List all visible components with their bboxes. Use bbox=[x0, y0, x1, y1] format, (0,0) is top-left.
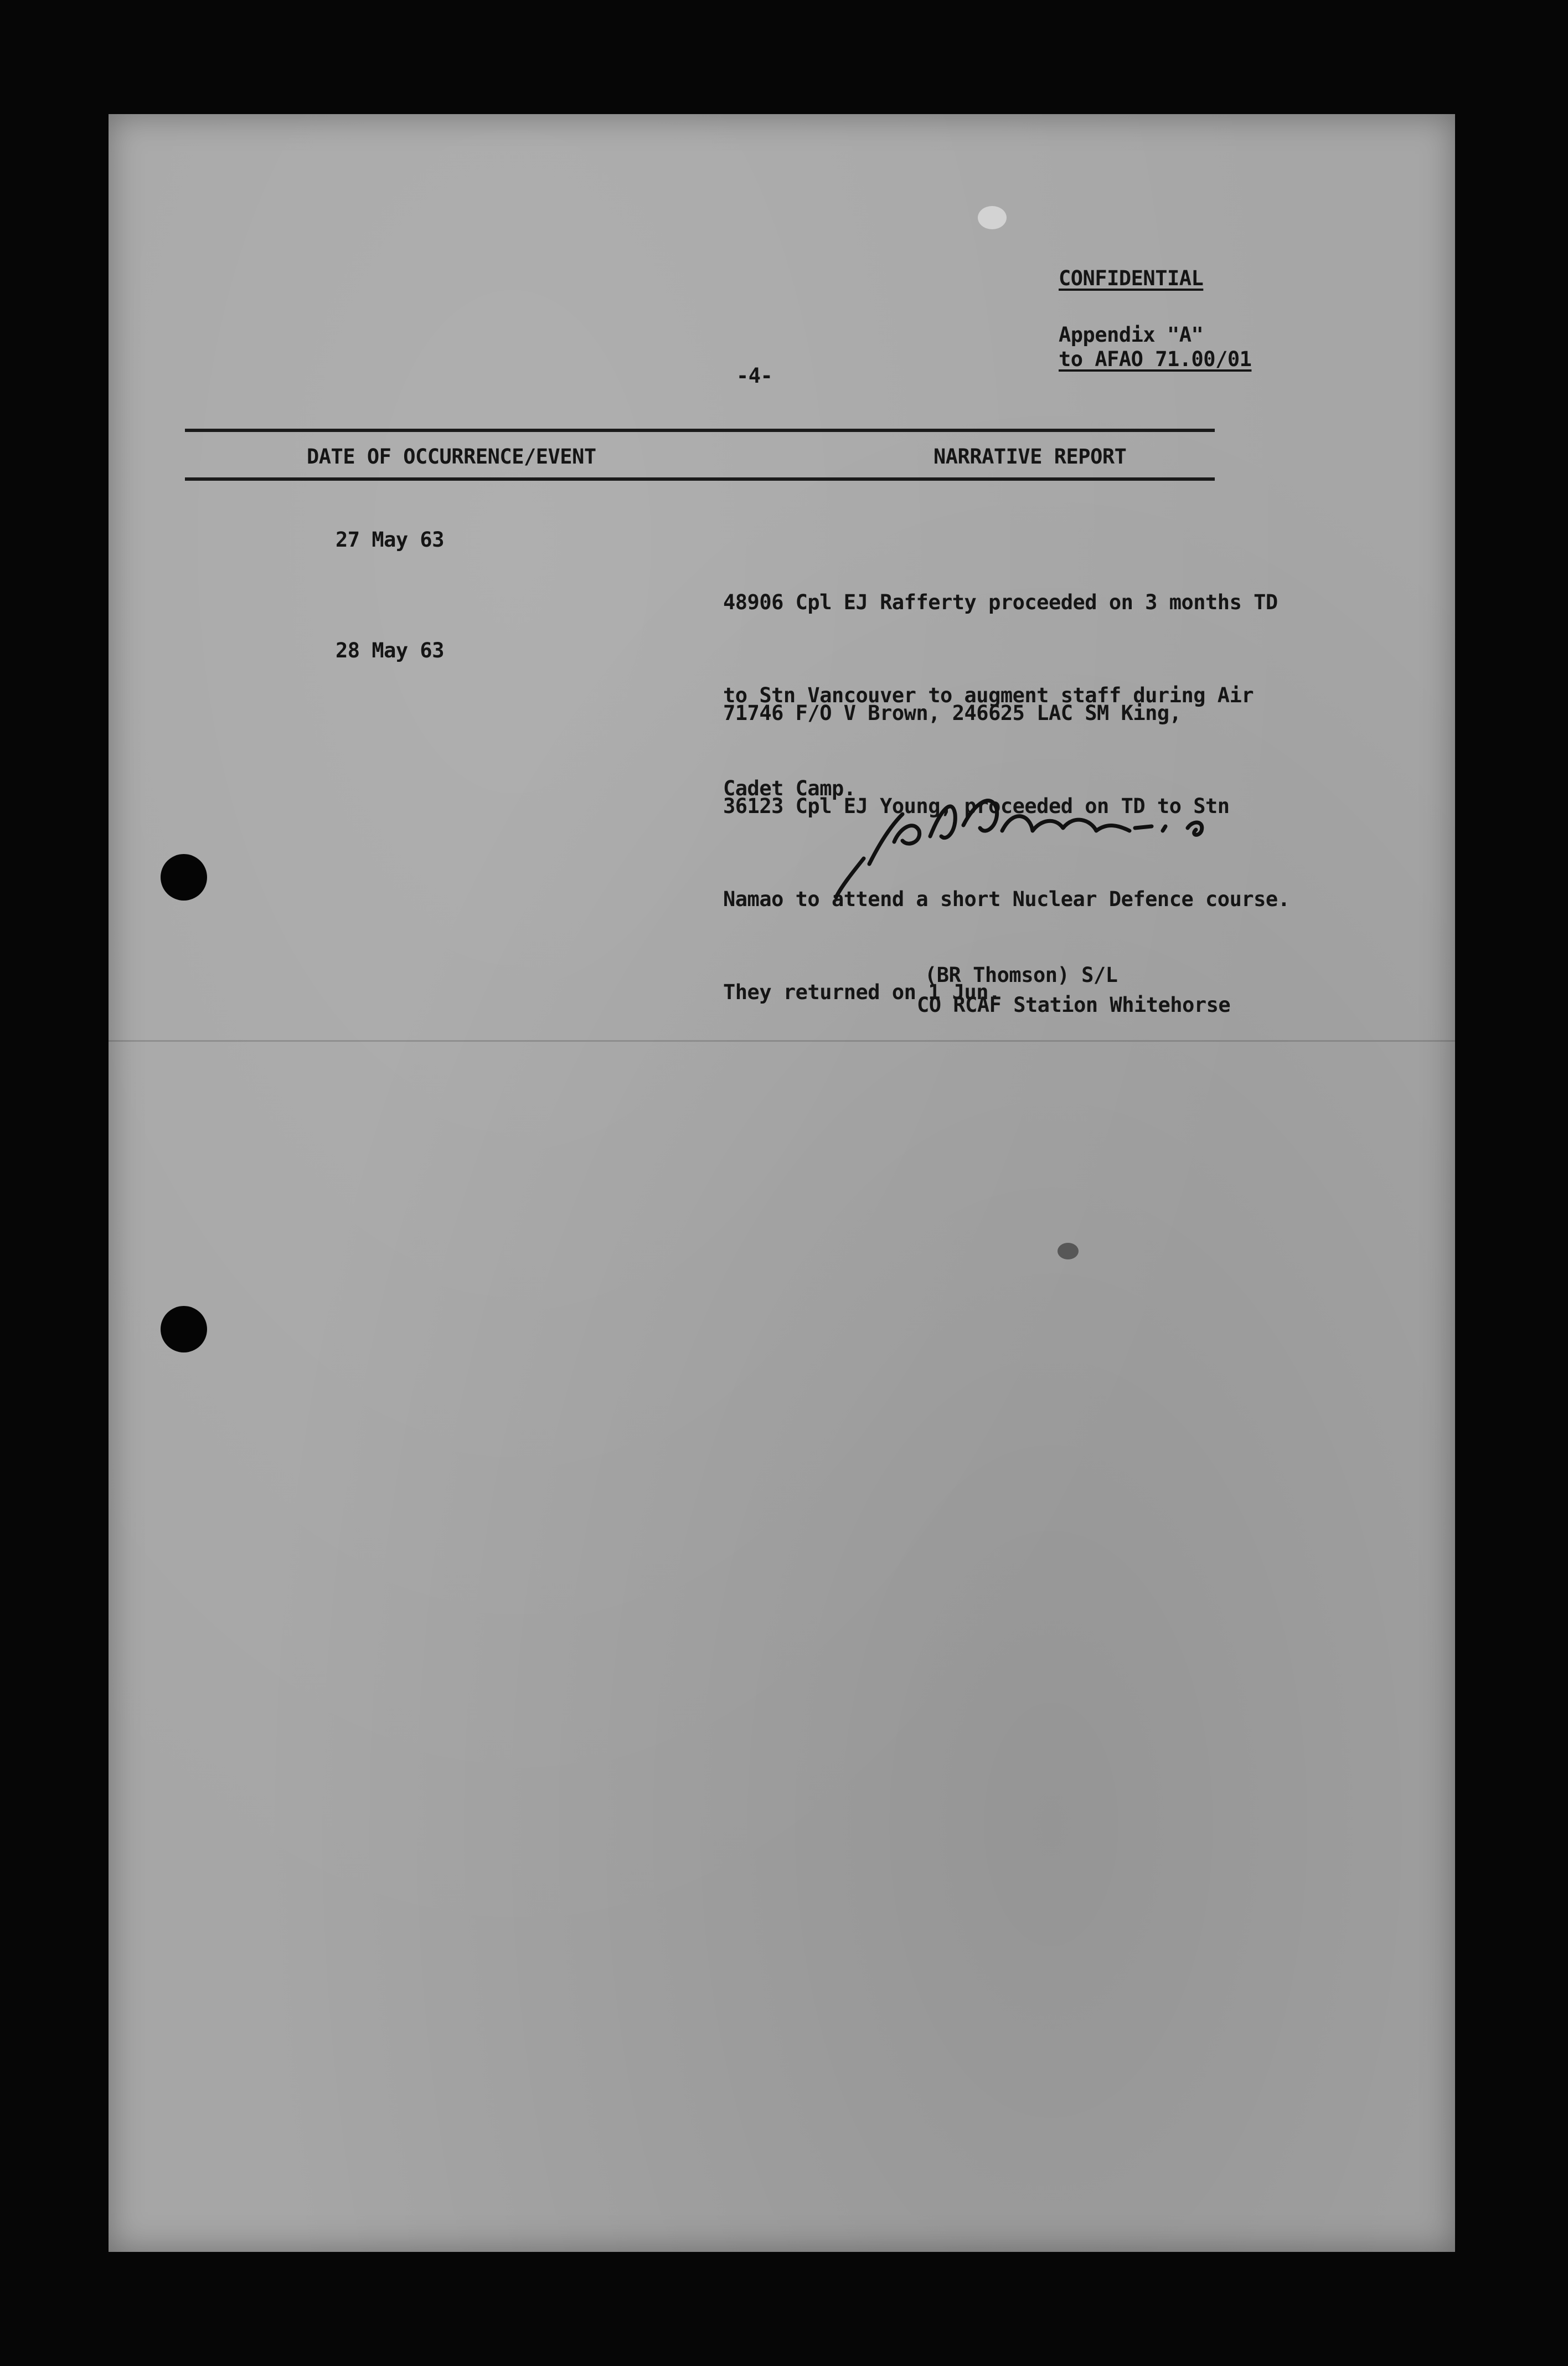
punch-hole-upper bbox=[161, 854, 207, 901]
column-header-date: DATE OF OCCURRENCE/EVENT bbox=[307, 445, 596, 469]
narrative-line: Namao to attend a short Nuclear Defence course. bbox=[723, 887, 1290, 911]
document-page bbox=[109, 114, 1455, 2252]
page-number: -4- bbox=[736, 364, 773, 388]
signatory-name: (BR Thomson) S/L bbox=[925, 963, 1118, 987]
paper-speck bbox=[1058, 1243, 1079, 1259]
entry-date: 28 May 63 bbox=[336, 639, 444, 662]
reference-label: to AFAO 71.00/01 bbox=[1059, 347, 1252, 371]
handwritten-signature bbox=[753, 775, 1362, 903]
punch-hole-lower bbox=[161, 1306, 207, 1352]
narrative-line: 36123 Cpl EJ Young, proceeded on TD to Stn bbox=[723, 794, 1230, 818]
narrative-line: 71746 F/O V Brown, 246625 LAC SM King, bbox=[723, 701, 1182, 725]
signatory-title: CO RCAF Station Whitehorse bbox=[917, 993, 1231, 1017]
fold-line bbox=[109, 1040, 1455, 1042]
appendix-label: Appendix "A" bbox=[1059, 323, 1204, 347]
narrative-line: Cadet Camp. bbox=[723, 776, 856, 800]
column-header-narrative: NARRATIVE REPORT bbox=[933, 445, 1127, 469]
narrative-line: They returned on 1 Jun. bbox=[723, 980, 1000, 1004]
paper-speck bbox=[978, 206, 1007, 229]
table-top-rule bbox=[185, 429, 1215, 432]
table-header-rule bbox=[185, 477, 1215, 481]
narrative-line: to Stn Vancouver to augment staff during Air bbox=[723, 683, 1254, 707]
narrative-line: 48906 Cpl EJ Rafferty proceeded on 3 months TD bbox=[723, 590, 1278, 614]
entry-date: 27 May 63 bbox=[336, 528, 444, 552]
classification-label: CONFIDENTIAL bbox=[1059, 266, 1204, 290]
